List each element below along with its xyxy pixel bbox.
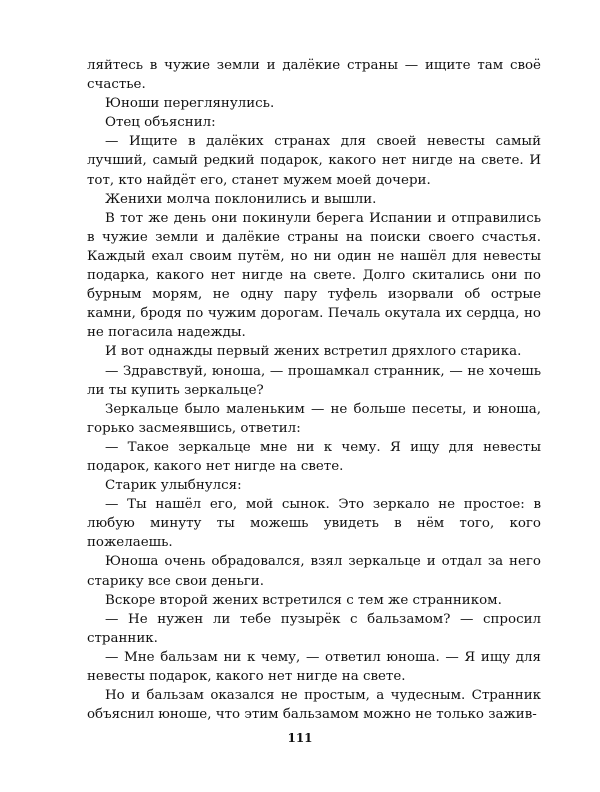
- paragraph: — Мне бальзам ни к чему, — ответил юноша. — Я ищу для невесты подарок, какого нет нигде на свете.: [87, 649, 541, 684]
- paragraph: — Ты нашёл его, мой сынок. Это зеркало не простое: в любую минуту ты можешь увидеть в нём того, кого пожелаешь.: [87, 497, 541, 551]
- paragraph: — Ищите в далёких странах для своей невесты самый лучший, самый редкий подарок, какого нет нигде на свете. И тот, кто найдёт его, станет мужем моей дочери.: [87, 134, 541, 188]
- paragraph: — Здравствуй, юноша, — прошамкал странник, — не хочешь ли ты купить зеркальце?: [87, 363, 541, 398]
- paragraph: Но и бальзам оказался не простым, а чудесным. Странник объяснил юноше, что этим бальзамом можно не только зажив-: [87, 688, 541, 723]
- paragraph: — Такое зеркальце мне ни к чему. Я ищу для невесты подарок, какого нет нигде на свете.: [87, 439, 541, 474]
- paragraph: Вскоре второй жених встретился с тем же странником.: [105, 592, 502, 608]
- paragraph: Женихи молча поклонились и вышли.: [105, 191, 377, 207]
- paragraph: Юноша очень обрадовался, взял зеркальце и отдал за него старику все свои деньги.: [87, 554, 541, 589]
- paragraph: В тот же день они покинули берега Испании и отправились в чужие земли и далёкие страны на поиски своего счастья. Каждый ехал своим путём, но ни один не нашёл для невесты подарка, какого нет нигде на свете. Долго скитались они по бурным морям, не одну пару туфель изорвали об острые камни, бродя по чужим дорогам. Печаль окутала их сердца, но не погасила надежды.: [87, 210, 541, 341]
- paragraph: — Не нужен ли тебе пузырёк с бальзамом? — спросил странник.: [87, 611, 541, 646]
- paragraph: И вот однажды первый жених встретил дряхлого старика.: [105, 344, 522, 360]
- paragraph: Старик улыбнулся:: [105, 478, 242, 494]
- body-text: [87, 56, 541, 724]
- paragraph: Зеркальце было маленьким — не больше песеты, и юноша, горько засмеявшись, ответил:: [87, 401, 541, 436]
- paragraph-continuation: ляйтесь в чужие земли и далёкие страны — ищите там своё счастье.: [87, 58, 541, 93]
- page-number: 111: [287, 731, 313, 745]
- paragraph: Юноши переглянулись.: [105, 96, 275, 112]
- paragraph: Отец объяснил:: [105, 115, 216, 131]
